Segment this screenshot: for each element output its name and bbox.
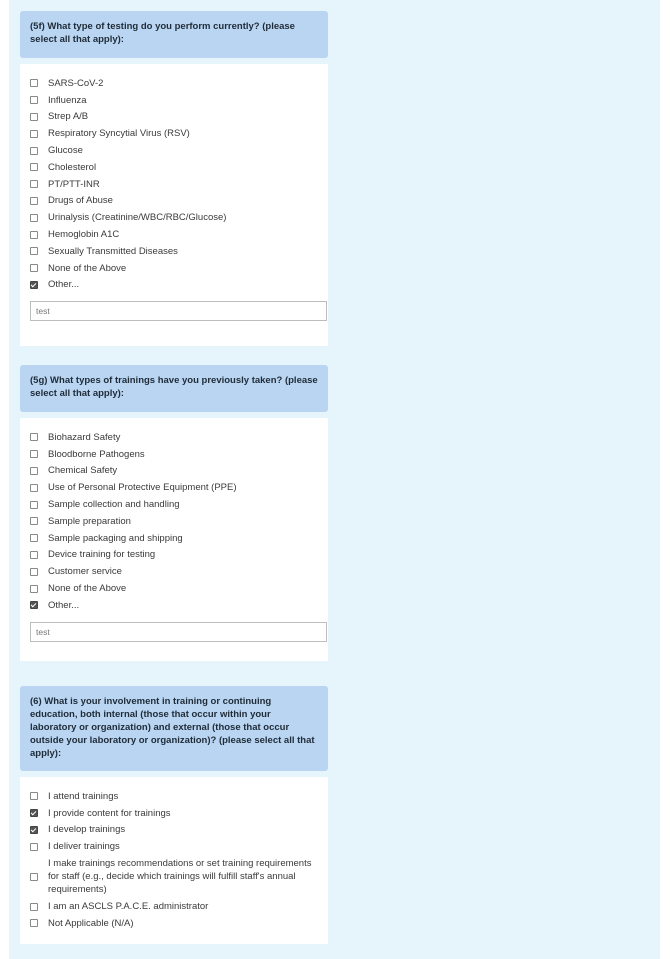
option-row[interactable] [30, 109, 318, 126]
checkbox[interactable] [30, 551, 38, 559]
checkbox[interactable] [30, 163, 38, 171]
checkbox[interactable] [30, 585, 38, 593]
question-5g-title: (5g) What types of trainings have you previously taken? (please select all that apply): [20, 365, 328, 412]
option-label: Other... [48, 279, 80, 291]
option-label: Drugs of Abuse [48, 195, 113, 207]
checkbox[interactable] [30, 467, 38, 475]
checkbox[interactable] [30, 450, 38, 458]
option-label: I deliver trainings [48, 841, 120, 853]
checkbox[interactable] [30, 247, 38, 255]
option-label: Biohazard Safety [48, 431, 121, 443]
option-row[interactable] [30, 563, 318, 580]
option-label: Use of Personal Protective Equipment (PPE) [48, 482, 237, 494]
option-label: Sample packaging and shipping [48, 532, 183, 544]
option-label: Strep A/B [48, 111, 89, 123]
option-label: I make trainings recommendations or set training requirements for staff (e.g., decide which trainings will fulfill staff's annual requirements) [48, 858, 312, 896]
option-row[interactable] [30, 243, 318, 260]
option-label: PT/PTT-INR [48, 178, 100, 190]
option-row[interactable] [30, 277, 318, 294]
checkbox[interactable] [30, 113, 38, 121]
checkbox[interactable] [30, 484, 38, 492]
option-row[interactable] [30, 176, 318, 193]
option-label: Respiratory Syncytial Virus (RSV) [48, 128, 190, 140]
checkbox-checked[interactable] [30, 809, 38, 817]
checkbox[interactable] [30, 197, 38, 205]
option-row[interactable] [30, 260, 318, 277]
question-5g-options [20, 418, 328, 661]
option-label: Sexually Transmitted Diseases [48, 245, 178, 257]
question-5f [20, 11, 328, 346]
checkbox[interactable] [30, 517, 38, 525]
checkbox-checked[interactable] [30, 281, 38, 289]
option-label: Bloodborne Pathogens [48, 448, 145, 460]
checkbox[interactable] [30, 843, 38, 851]
question-5g [20, 365, 328, 661]
option-row[interactable] [30, 838, 318, 855]
option-row[interactable] [30, 429, 318, 446]
option-row[interactable] [30, 547, 318, 564]
survey-page [9, 0, 660, 959]
option-list [30, 788, 318, 932]
option-label: Device training for testing [48, 549, 156, 561]
option-label: Hemoglobin A1C [48, 229, 120, 241]
option-list [30, 75, 318, 293]
option-label: I provide content for trainings [48, 807, 171, 819]
option-label: Glucose [48, 145, 83, 157]
option-row[interactable] [30, 75, 318, 92]
option-label: Chemical Safety [48, 465, 118, 477]
option-row[interactable] [30, 580, 318, 597]
checkbox[interactable] [30, 568, 38, 576]
checkbox[interactable] [30, 79, 38, 87]
question-6-title: (6) What is your involvement in training or continuing education, both internal (those that occur within your laboratory or organization) and external (those that occur outside your laboratory or organization)? (please select all that apply): [20, 686, 328, 771]
option-label: I attend trainings [48, 790, 119, 802]
checkbox[interactable] [30, 919, 38, 927]
option-row[interactable] [30, 463, 318, 480]
checkbox[interactable] [30, 501, 38, 509]
checkbox[interactable] [30, 534, 38, 542]
checkbox-checked[interactable] [30, 601, 38, 609]
option-row[interactable] [30, 530, 318, 547]
option-row[interactable] [30, 92, 318, 109]
checkbox[interactable] [30, 903, 38, 911]
option-label: Cholesterol [48, 161, 97, 173]
option-row[interactable] [30, 898, 318, 915]
option-label: None of the Above [48, 583, 127, 595]
option-label: I develop trainings [48, 824, 126, 836]
question-5f-title: (5f) What type of testing do you perform currently? (please select all that apply): [20, 11, 328, 58]
checkbox[interactable] [30, 147, 38, 155]
other-text-input-5f[interactable] [30, 301, 327, 321]
option-label: Sample preparation [48, 515, 131, 527]
option-row[interactable] [30, 855, 318, 898]
option-label: None of the Above [48, 262, 127, 274]
option-row[interactable] [30, 446, 318, 463]
checkbox[interactable] [30, 96, 38, 104]
option-label: Sample collection and handling [48, 499, 180, 511]
checkbox[interactable] [30, 130, 38, 138]
option-row[interactable] [30, 125, 318, 142]
option-label: Customer service [48, 566, 122, 578]
option-row[interactable] [30, 193, 318, 210]
option-row[interactable] [30, 513, 318, 530]
option-label: SARS-CoV-2 [48, 77, 104, 89]
checkbox[interactable] [30, 214, 38, 222]
other-text-input-5g[interactable] [30, 622, 327, 642]
option-list [30, 429, 318, 614]
option-row[interactable] [30, 142, 318, 159]
checkbox[interactable] [30, 792, 38, 800]
option-row[interactable] [30, 159, 318, 176]
question-5f-options [20, 64, 328, 346]
checkbox[interactable] [30, 180, 38, 188]
checkbox[interactable] [30, 231, 38, 239]
option-label: Influenza [48, 94, 87, 106]
question-6 [20, 686, 328, 944]
option-label: Other... [48, 599, 80, 611]
option-row[interactable] [30, 479, 318, 496]
question-6-options [20, 777, 328, 944]
option-row[interactable] [30, 597, 318, 614]
option-row[interactable] [30, 822, 318, 839]
option-row[interactable] [30, 226, 318, 243]
option-row[interactable] [30, 805, 318, 822]
option-label: Not Applicable (N/A) [48, 917, 134, 929]
option-row[interactable] [30, 915, 318, 932]
option-row[interactable] [30, 496, 318, 513]
checkbox[interactable] [30, 264, 38, 272]
option-row[interactable] [30, 788, 318, 805]
option-row[interactable] [30, 209, 318, 226]
option-label: Urinalysis (Creatinine/WBC/RBC/Glucose) [48, 212, 227, 224]
checkbox[interactable] [30, 433, 38, 441]
option-label: I am an ASCLS P.A.C.E. administrator [48, 901, 209, 913]
checkbox[interactable] [30, 873, 38, 881]
checkbox-checked[interactable] [30, 826, 38, 834]
